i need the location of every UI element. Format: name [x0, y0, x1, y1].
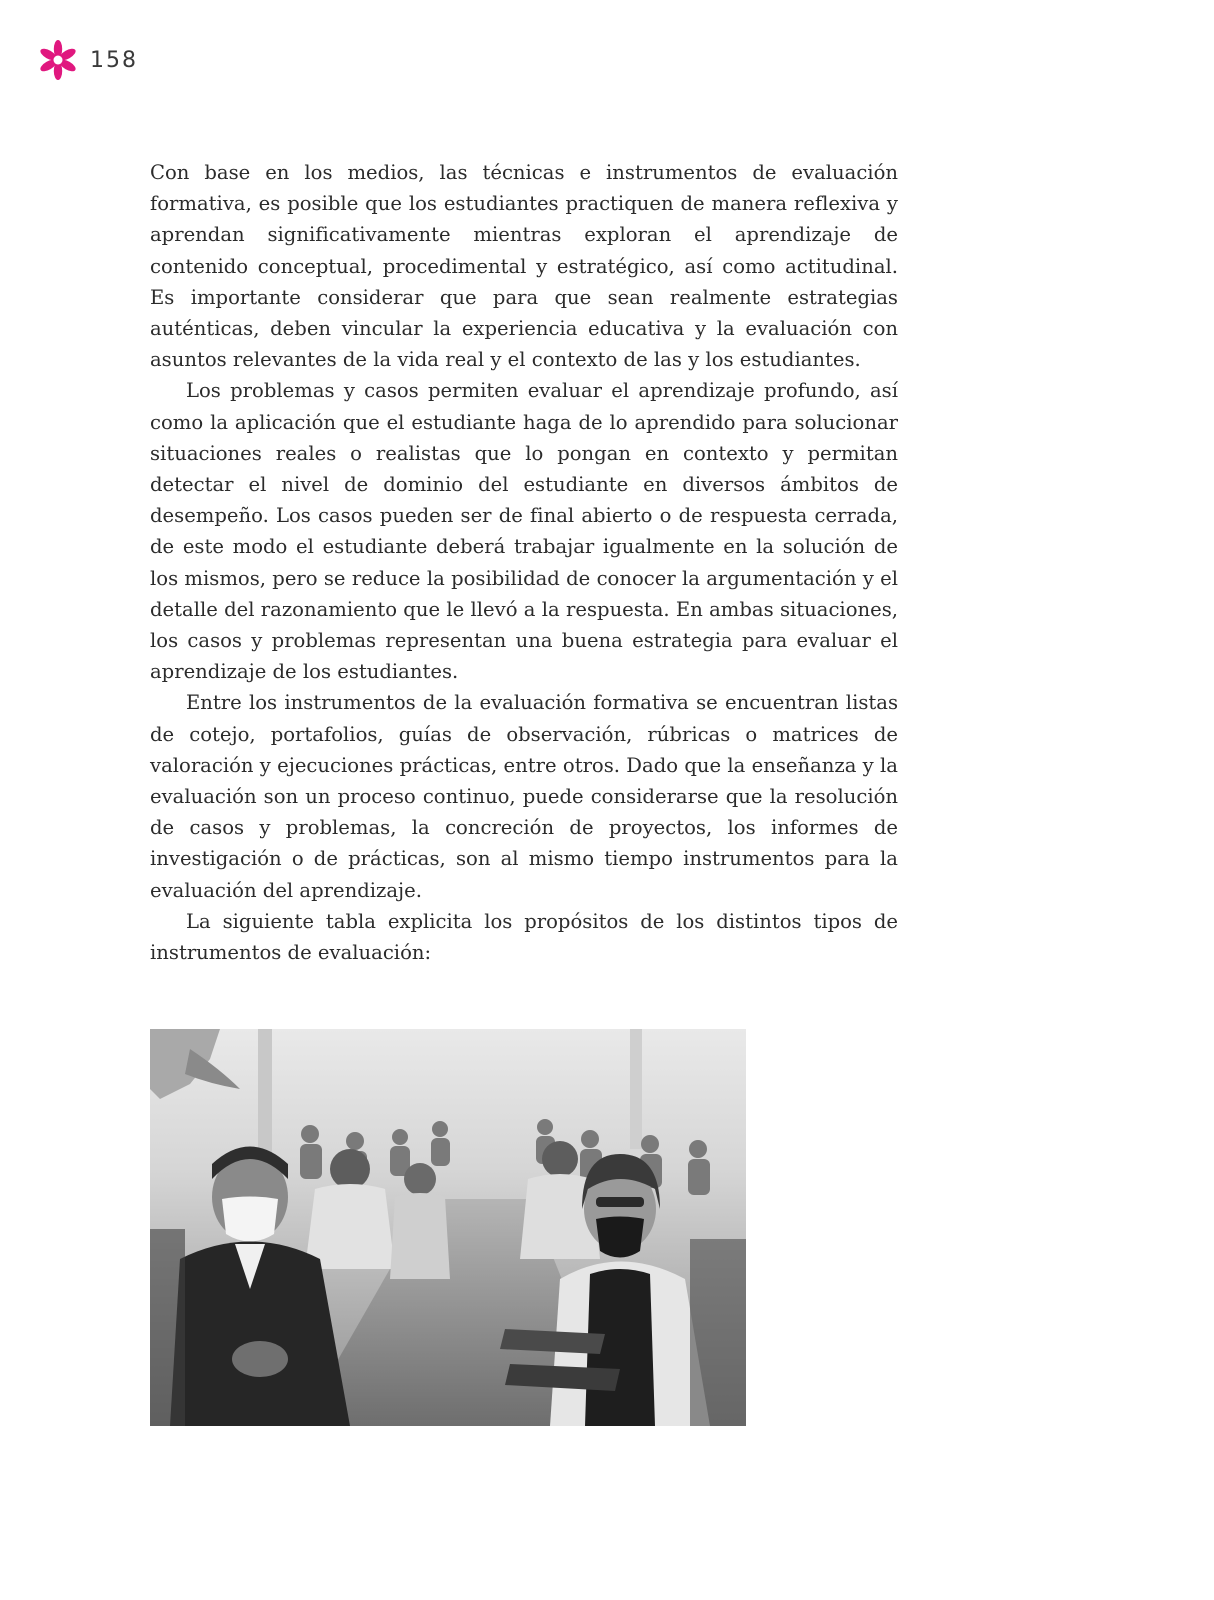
- paragraph: Con base en los medios, las técnicas e instrumentos de evaluación formativa, es posible que los estudiantes practiquen de manera reflexiva y aprendan significativamente mientras exploran el aprendizaje de contenido conceptual, procedimental y estratégico, así como actitudinal. Es importante considerar que para que sean realmente estrategias auténticas, deben vincular la experiencia educativa y la evaluación con asuntos relevantes de la vida real y el contexto de las y los estudiantes.: [150, 161, 898, 372]
- paragraph: Entre los instrumentos de la evaluación formativa se encuentran listas de cotejo, portafolios, guías de observación, rúbricas o matrices de valoración y ejecuciones prácticas, entre otros. Dado que la enseñanza y la evaluación son un proceso continuo, puede considerarse que la resolución de casos y problemas, la concreción de proyectos, los informes de investigación o de prácticas, son al mismo tiempo instrumentos para la evaluación del aprendizaje.: [150, 691, 898, 902]
- page-number: 158: [90, 47, 138, 73]
- classroom-photo: [150, 1029, 746, 1426]
- body-text: [150, 157, 898, 968]
- page-header: [38, 40, 138, 80]
- paragraph: Los problemas y casos permiten evaluar el aprendizaje profundo, así como la aplicación que el estudiante haga de lo aprendido para solucionar situaciones reales o realistas que lo pongan en contexto y permitan detectar el nivel de dominio del estudiante en diversos ámbitos de desempeño. Los casos pueden ser de final abierto o de respuesta cerrada, de este modo el estudiante deberá trabajar igualmente en la solución de los mismos, pero se reduce la posibilidad de conocer la argumentación y el detalle del razonamiento que le llevó a la respuesta. En ambas situaciones, los casos y problemas representan una buena estrategia para evaluar el aprendizaje de los estudiantes.: [150, 379, 898, 684]
- asterisk-icon: [38, 40, 78, 80]
- paragraph: La siguiente tabla explicita los propósitos de los distintos tipos de instrumentos de evaluación:: [150, 909, 898, 965]
